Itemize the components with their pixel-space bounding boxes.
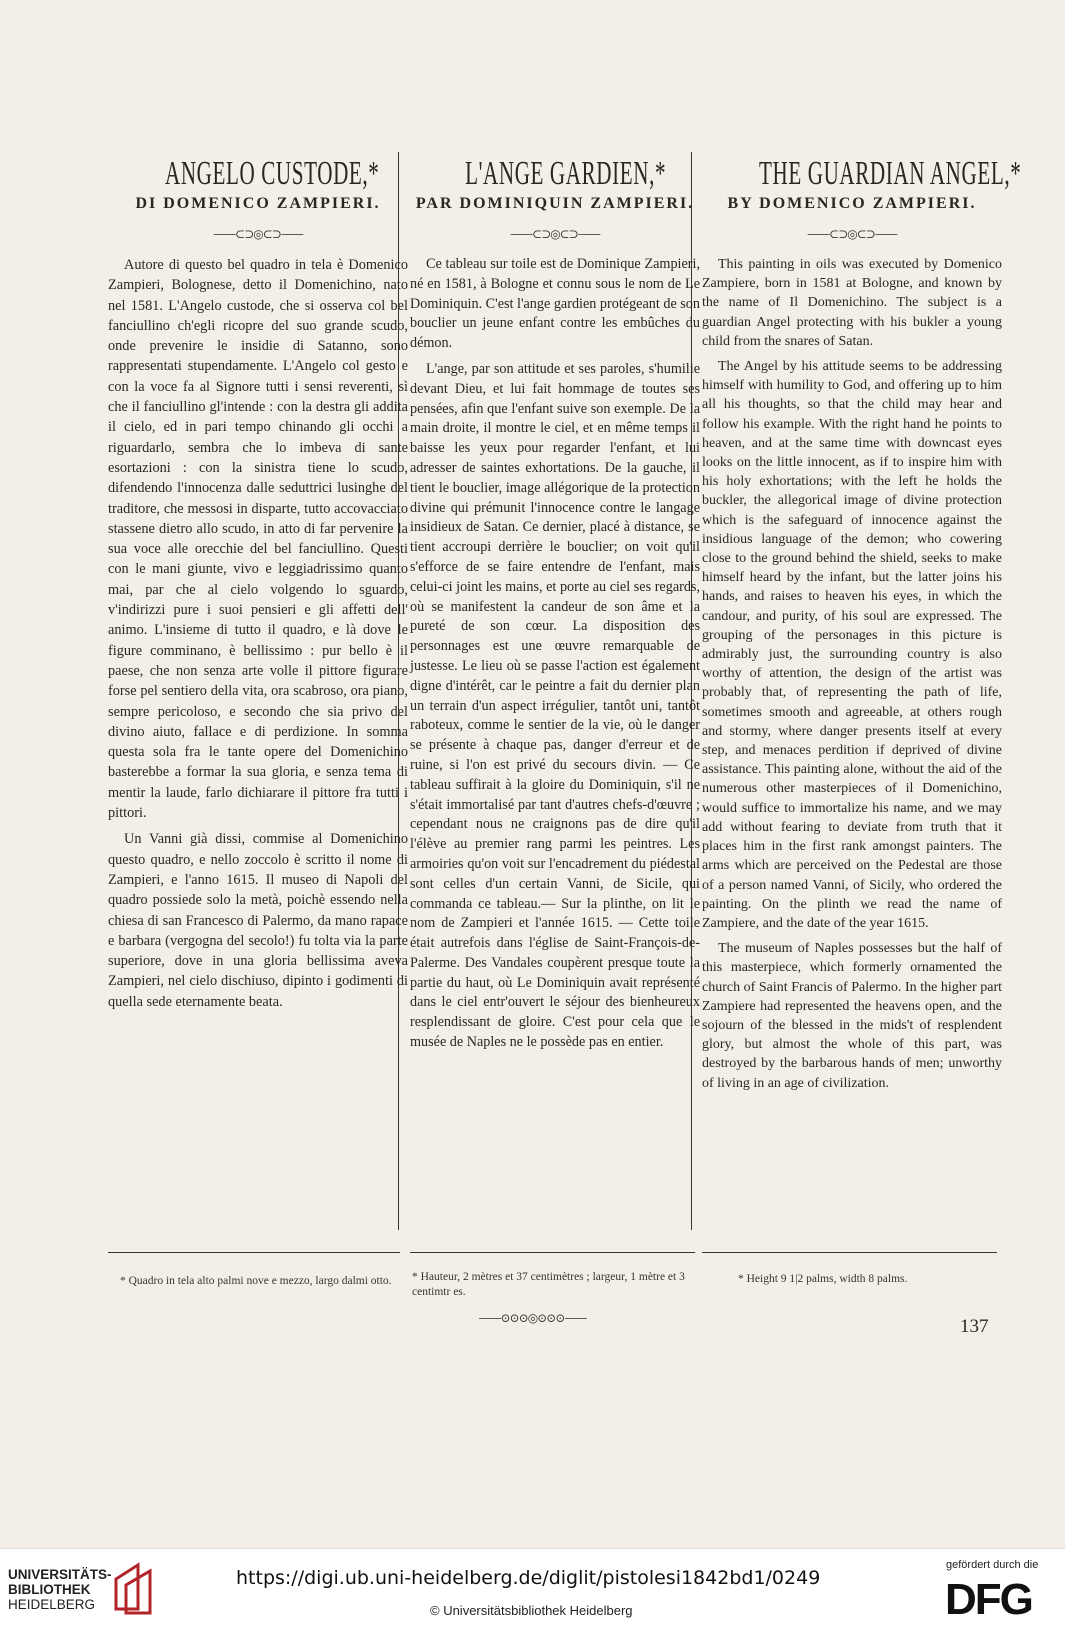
column-title: THE GUARDIAN ANGEL,* (759, 155, 1022, 192)
column-body (410, 255, 700, 1053)
column-subtitle: BY DOMENICO ZAMPIERI. (727, 195, 977, 212)
column-subtitle: PAR DOMINIQUIN ZAMPIERI. (415, 195, 695, 212)
column-body (108, 255, 408, 1012)
institution-line: BIBLIOTHEK (8, 1582, 91, 1597)
ornament-divider: ——⊂⊃◎⊂⊃—— (213, 227, 303, 241)
column-subtitle: DI DOMENICO ZAMPIERI. (135, 195, 381, 212)
viewer-footer (0, 1548, 1065, 1625)
paragraph: Autore di questo bel quadro in tela è Domenico Zampieri, Bolognese, detto il Domenichino, nato nel 1581. L'Angelo custode, che si osserva col bel fanciullino ch'egli ricopre del suo grande scudo, onde prevenire le insidie di Satanno, sono rappresentati stupendamente. L'Angelo col gesto e con la voce fa al Signore tutti i sensi reverenti, sì che il fanciullino gl'intende : con la destra gli addita il cielo, ed in pari tempo chinando gli occhi a riguardarlo, sembra che lo imbeva di sante esortazioni : con la sinistra tiene lo scudo, difendendo l'innocenza dalle seduttrici lusinghe del traditore, che messosi in disparte, tutto accovacciato stassene dietro allo scudo, in atto di far pervenire la sua voce alle orecchie del bel fanciullino. Questi con le mani giunte, vivo e leggiadrissimo quanto mai, par che al cielo volgendo lo sguardo, v'indirizzi pure i suoi pensieri e gli affetti dell' animo. L'insieme di tutto il quadro, e là dove le figure comminano, è bellissimo : pur bello è il paese, che non senza arte volle il pittore figurare forse pel sentiero della vita, ora scabroso, ora piano, sempre pericoloso, e secondo che sia privo del divino aiuto, fallace e di perdizione. In somma questa sola fra le tante opere del Domenichino basterebbe a formar la sua gloria, e senza tema di mentir la laude, farlo dichiarare il pittore fra tutti i pittori. (108, 257, 408, 822)
ornament-divider: ——⊂⊃◎⊂⊃—— (510, 227, 600, 241)
column-italian (108, 150, 408, 1018)
copyright-notice: © Universitätsbibliothek Heidelberg (430, 1603, 633, 1618)
column-french (410, 150, 700, 1059)
footnote: * Hauteur, 2 mètres et 37 centimètres ; largeur, 1 mètre et 3 centimtr es. (412, 1271, 685, 1298)
footnote: * Quadro in tela alto palmi nove e mezzo, largo dalmi otto. (120, 1275, 392, 1287)
column-english (702, 150, 1022, 1099)
library-logo-icon[interactable] (112, 1559, 156, 1615)
institution-line: HEIDELBERG (8, 1597, 96, 1612)
paragraph: This painting in oils was executed by Domenico Zampiere, born in 1581 at Bologne, and known by the name of Il Domenichino. The subject is a guardian Angel protecting with his bukler a young child from the snares of Satan. (702, 257, 1002, 349)
paragraph: The museum of Naples possesses but the half of this masterpiece, which formerly ornamented the church of Saint Francis of Palermo. In the higher part Zampiere had represented the heavens open, and the sojourn of the blessed in the mids't of resplendent glory, but almost the whole of this part, was destroyed by the barbarous hands of men; unworthy of living in an age of civilization. (702, 941, 1002, 1091)
column-title: ANGELO CUSTODE,* (165, 155, 380, 192)
column-body (702, 255, 1002, 1093)
footnote-rule (410, 1252, 695, 1253)
ornament-divider: ——⊂⊃◎⊂⊃—— (807, 227, 897, 241)
footnote-rule (108, 1252, 400, 1253)
page-number: 137 (960, 1316, 989, 1337)
funding-label: gefördert durch die (946, 1559, 1039, 1571)
paragraph: The Angel by his attitude seems to be addressing himself with humility to God, and offering up to him all his thoughts, so that the child may hear and follow his example. With the right hand he points to heaven, and at the same time with downcast eyes looks on the little innocent, as if to inspire him with his holy exhortations; with the left he holds the buckler, the allegorical image of divine protection which is the safeguard of innocence against the insidious language of the demon; who cowering close to the ground behind the shield, seeks to make himself heard by the infant, but the latter joins his hands, and raises to heaven his eyes, in which the candour, and purity, of his soul are expressed. The grouping of the personages in this picture is admirably just, the surrounding country is also worthy of attention, the design of the artist was probably that, of representing the path of life, sometimes smooth and agreeable, at others rough and stormy, where danger presents itself at every step, and menaces perdition if deprived of divine assistance. This painting alone, without the aid of the numerous other masterpieces of il Domenichino, would suffice to immortalize his name, and we may add without fearing to deviate from truth that it places him in the first rank amongst painters. The arms which are perceived on the Pedestal are those of a person named Vanni, of Sicily, who ordered the painting. On the plinth we read the name of Zampiere, and the date of the year 1615. (702, 359, 1002, 931)
institution-name (8, 1567, 112, 1612)
institution-line: UNIVERSITÄTS- (8, 1567, 112, 1582)
footnote-rule (702, 1252, 997, 1253)
paragraph: L'ange, par son attitude et ses paroles, s'humilie devant Dieu, et lui fait hommage de toutes ses pensées, afin que l'enfant suive son exemple. De la main droite, il montre le ciel, et en même temps il baisse les yeux pour regarder l'enfant, et lui adresser de saintes exhortations. De la gauche, il tient le bouclier, image allégorique de la protection divine qui prémunit l'innocence contre le langage insidieux de Satan. Ce dernier, placé à distance, se tient accroupi derrière le bouclier; on voit qu'il s'efforce de se faire entendre de l'enfant, mais celui-ci joint les mains, et porte au ciel ses regards, où se manifestent la candeur de son âme et la pureté de son cœur. La disposition des personnages est une œuvre remarquable de justesse. Le lieu où se passe l'action est également digne d'intérêt, car le peintre a fait du dernier plan un terrain d'un aspect irrégulier, tantôt uni, tantôt raboteux, comme le sentier de la vie, où le danger se présente à chaque pas, danger d'erreur et de ruine, si l'on est privé du secours divin. — Ce tableau suffirait à la gloire du Dominiquin, s'il ne s'était immortalisé par tant d'autres chefs-d'œuvre ; cependant nous ne craignons pas de dire qu'il l'élève au premier rang parmi les peintres. Les armoiries qu'on voit sur l'encadrement du piédestal sont celles d'un certain Vanni, de Sicile, qui commanda ce tableau.— Sur la plinthe, on lit le nom de Zampieri et l'année 1615. — Cette toile était autrefois dans l'église de Saint-François-de-Palerme. Des Vandales coupèrent presque toute la partie du haut, où Le Dominiquin avait représenté dans le ciel entr'ouvert le séjour des bienheureux resplendissant de gloire. C'est pour cela que le musée de Naples ne le possède pas en entier. (410, 360, 700, 1051)
permalink-url[interactable]: https://digi.ub.uni-heidelberg.de/diglit/pistolesi1842bd1/0249 (236, 1567, 821, 1589)
paragraph: Ce tableau sur toile est de Dominique Zampieri, né en 1581, à Bologne et connu sous le nom de Le Dominiquin. C'est l'ange gardien protégeant de son bouclier un jeune enfant contre les embûches du démon. (410, 256, 700, 352)
dfg-logo[interactable]: DFG (945, 1575, 1032, 1624)
paragraph: Un Vanni già dissi, commise al Domenichino questo quadro, e nello zoccolo è scritto il nome di Zampieri, e l'anno 1615. Il museo di Napoli del quadro possiede solo la metà, poichè essendo nella chiesa di san Francesco di Palermo, da mano rapace e barbara (vergogna del secolo!) fu tolta via la parte superiore, dove in una gloria bellissima aveva Zampieri, nel cielo dischiuso, dipinto i godimenti di quella sede eternamente beata. (108, 831, 408, 1010)
bottom-ornament: ——⊙⊙⊙◎⊙⊙⊙—— (478, 1311, 587, 1325)
footnote: * Height 9 1|2 palms, width 8 palms. (738, 1273, 908, 1285)
column-title: L'ANGE GARDIEN,* (465, 155, 667, 192)
